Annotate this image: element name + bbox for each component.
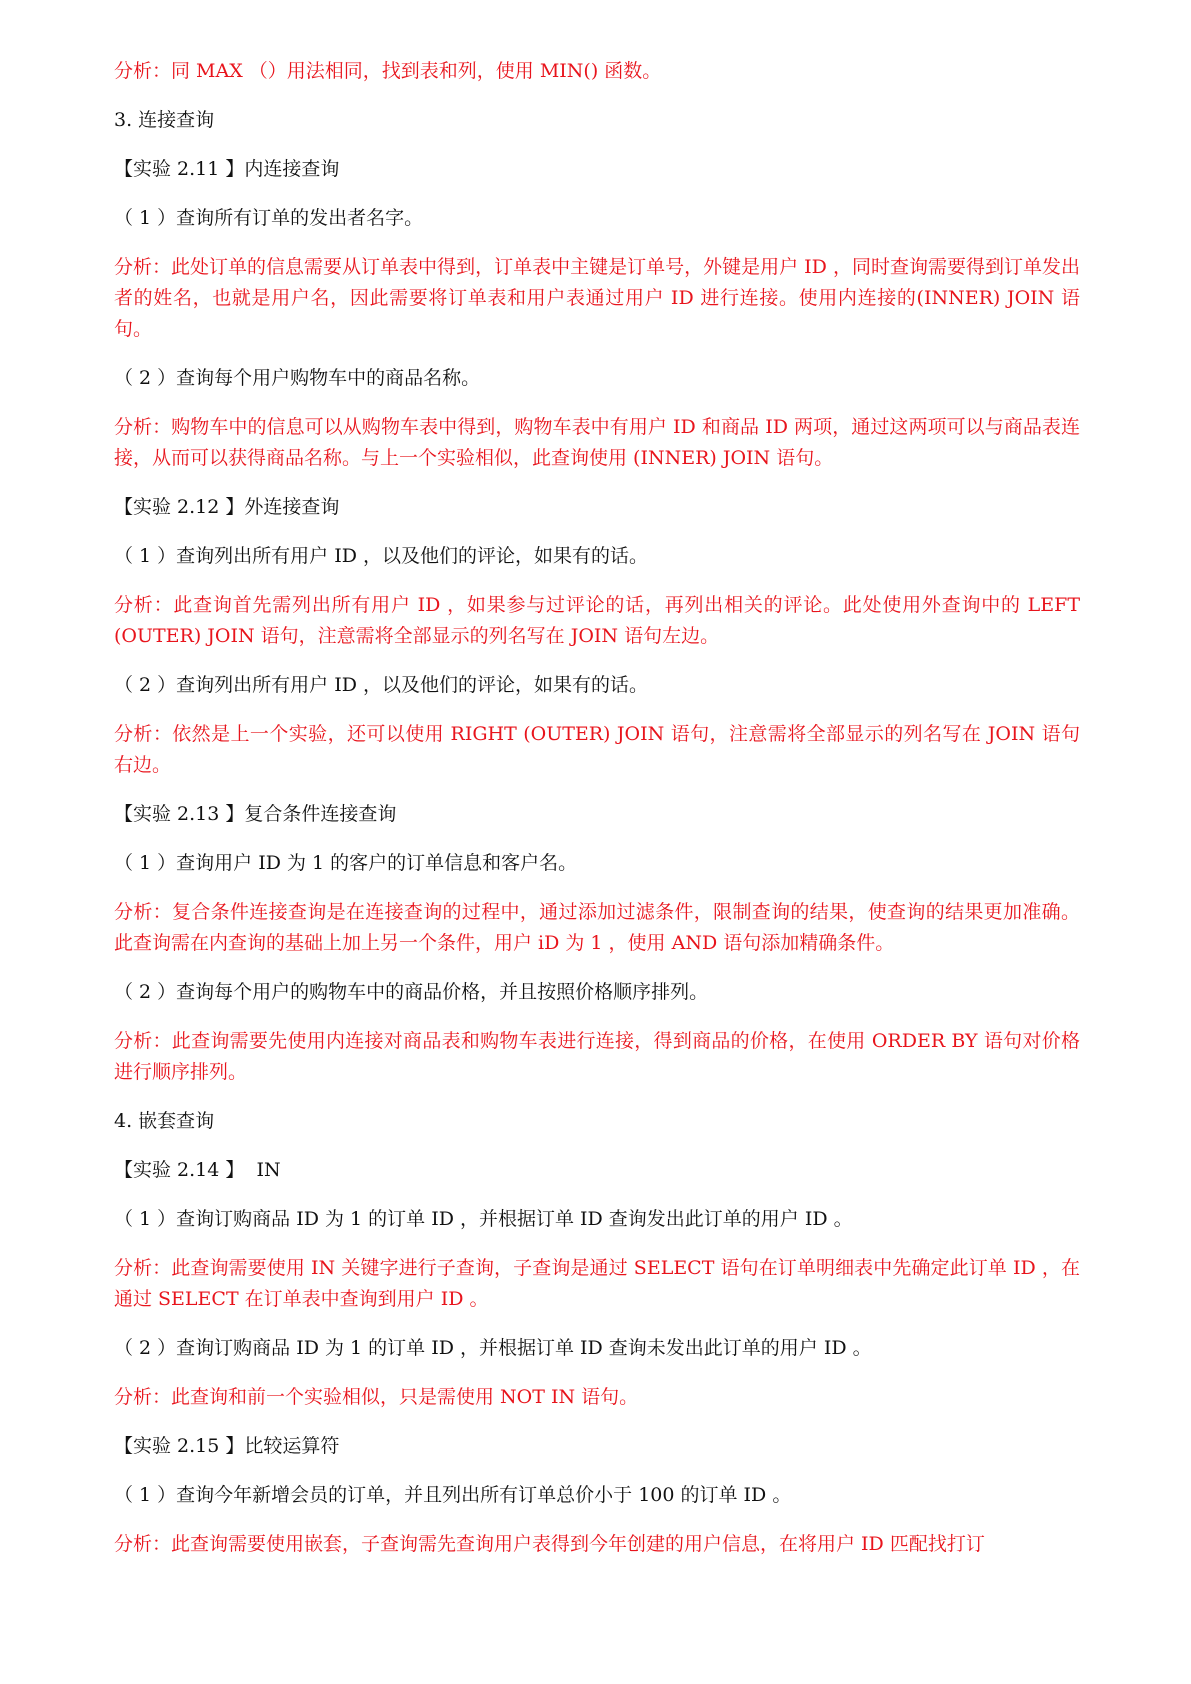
- experiment-heading: 【实验 2.14 】 IN: [114, 1159, 281, 1181]
- analysis-text: 分析：此处订单的信息需要从订单表中得到，订单表中主键是订单号，外键是用户 ID ，同时查询需要得到订单发出者的姓名，也就是用户名，因此需要将订单表和用户表通过用户 ID 进行连接。使用内连接的(INNER) JOIN 语句。: [114, 256, 1080, 340]
- task-item: （ 2 ）查询每个用户的购物车中的商品价格，并且按照价格顺序排列。: [114, 981, 709, 1003]
- task-item: （ 2 ）查询订购商品 ID 为 1 的订单 ID ，并根据订单 ID 查询未发出此订单的用户 ID 。: [114, 1337, 872, 1359]
- analysis-text: 分析：购物车中的信息可以从购物车表中得到，购物车表中有用户 ID 和商品 ID 两项，通过这两项可以与商品表连接，从而可以获得商品名称。与上一个实验相似，此查询使用 (INNER) JOIN 语句。: [114, 416, 1080, 469]
- analysis-text: 分析：此查询需要使用 IN 关键字进行子查询，子查询是通过 SELECT 语句在订单明细表中先确定此订单 ID ，在通过 SELECT 在订单表中查询到用户 ID 。: [114, 1257, 1080, 1310]
- experiment-heading: 【实验 2.15 】比较运算符: [114, 1435, 340, 1457]
- section-heading: 3. 连接查询: [114, 109, 215, 131]
- section-heading: 4. 嵌套查询: [114, 1110, 215, 1132]
- task-item: （ 1 ）查询用户 ID 为 1 的客户的订单信息和客户名。: [114, 852, 578, 874]
- task-item: （ 1 ）查询列出所有用户 ID ，以及他们的评论，如果有的话。: [114, 545, 648, 567]
- analysis-text: 分析：同 MAX （）用法相同，找到表和列，使用 MIN() 函数。: [114, 60, 662, 82]
- task-item: （ 1 ）查询所有订单的发出者名字。: [114, 207, 424, 229]
- analysis-text: 分析：此查询需要先使用内连接对商品表和购物车表进行连接，得到商品的价格，在使用 ORDER BY 语句对价格进行顺序排列。: [114, 1030, 1080, 1083]
- analysis-text: 分析：此查询需要使用嵌套，子查询需先查询用户表得到今年创建的用户信息，在将用户 ID 匹配找打订: [114, 1533, 985, 1555]
- experiment-heading: 【实验 2.11 】内连接查询: [114, 158, 340, 180]
- task-item: （ 1 ）查询今年新增会员的订单，并且列出所有订单总价小于 100 的订单 ID 。: [114, 1484, 792, 1506]
- analysis-text: 分析：此查询和前一个实验相似，只是需使用 NOT IN 语句。: [114, 1386, 639, 1408]
- analysis-text: 分析：此查询首先需列出所有用户 ID ，如果参与过评论的话，再列出相关的评论。此处使用外查询中的 LEFT (OUTER) JOIN 语句，注意需将全部显示的列名写在 JOIN 语句左边。: [114, 594, 1087, 647]
- experiment-heading: 【实验 2.13 】复合条件连接查询: [114, 803, 397, 825]
- task-item: （ 2 ）查询列出所有用户 ID ，以及他们的评论，如果有的话。: [114, 674, 648, 696]
- document-page: [114, 56, 1087, 1578]
- task-item: （ 2 ）查询每个用户购物车中的商品名称。: [114, 367, 481, 389]
- task-item: （ 1 ）查询订购商品 ID 为 1 的订单 ID ，并根据订单 ID 查询发出此订单的用户 ID 。: [114, 1208, 853, 1230]
- analysis-text: 分析：复合条件连接查询是在连接查询的过程中，通过添加过滤条件，限制查询的结果，使查询的结果更加准确。此查询需在内查询的基础上加上另一个条件，用户 iD 为 1 ，使用 AND 语句添加精确条件。: [114, 901, 1080, 954]
- experiment-heading: 【实验 2.12 】外连接查询: [114, 496, 340, 518]
- analysis-text: 分析：依然是上一个实验，还可以使用 RIGHT (OUTER) JOIN 语句，注意需将全部显示的列名写在 JOIN 语句右边。: [114, 723, 1080, 776]
